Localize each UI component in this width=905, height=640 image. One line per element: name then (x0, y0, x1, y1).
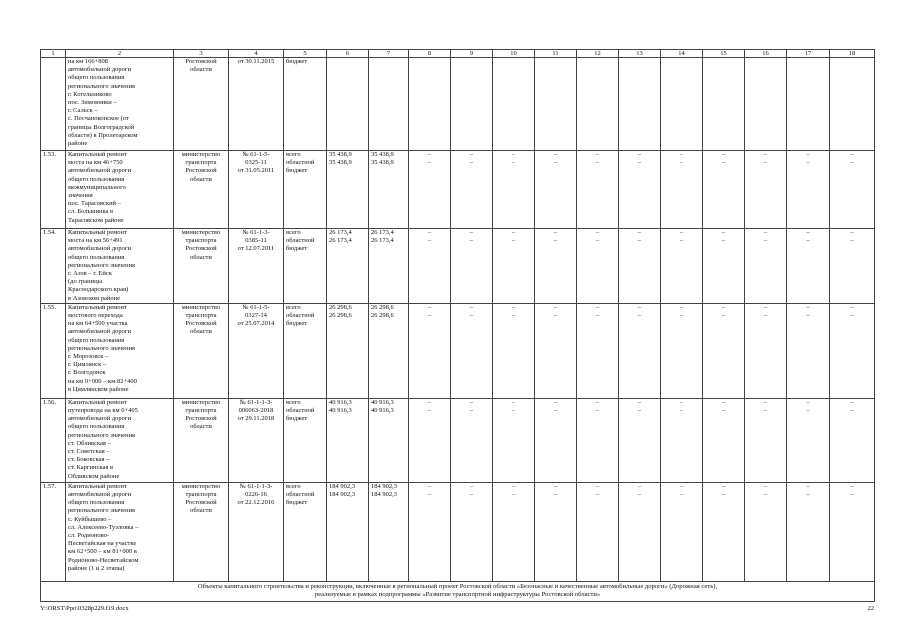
empty-dash: – (427, 159, 432, 167)
funding-source (284, 151, 327, 229)
empty-dash: – (469, 491, 474, 499)
year-amount (661, 482, 703, 581)
year-amount (535, 482, 577, 581)
empty-dash: – (850, 312, 854, 320)
amount-value: 40 916,3 (371, 407, 394, 415)
empty-dash: – (763, 237, 768, 245)
empty-dash: – (427, 312, 432, 320)
empty-dash: – (595, 237, 600, 245)
empty-dash: – (679, 491, 684, 499)
funding-source-line: областной бюджет (286, 159, 315, 175)
empty-dash: – (679, 398, 684, 406)
empty-dash: – (679, 312, 684, 320)
document-ref: № 61-1-5- 0327-14 от 25.07.2014 (229, 303, 284, 398)
file-path: Y:\ORST\Ppo\0328p229.f19.docx (40, 605, 129, 612)
amount-value: 184 902,3 (371, 482, 397, 490)
column-number: 12 (577, 50, 619, 58)
year-amount (745, 58, 787, 151)
amount-value: 184 902,3 (329, 491, 355, 499)
column-number: 15 (703, 50, 745, 58)
year-amount (493, 151, 535, 229)
empty-dash: – (679, 407, 684, 415)
amount-value: 26 173,4 (329, 237, 352, 245)
empty-dash: – (679, 159, 684, 167)
empty-dash: – (850, 151, 854, 158)
empty-dash: – (679, 303, 684, 311)
table-row (41, 151, 875, 229)
empty-dash: – (469, 237, 474, 245)
empty-dash: – (511, 312, 516, 320)
year-amount (619, 58, 661, 151)
empty-dash: – (721, 491, 726, 499)
year-amount (577, 58, 619, 151)
year-amount (451, 303, 493, 398)
document-ref: № 61-1-5- 0325-11 от 31.05.2011 (229, 151, 284, 229)
funding-source-line: бюджет (286, 58, 308, 65)
year-amount (830, 482, 875, 581)
year-amount (577, 482, 619, 581)
page-number: 22 (867, 605, 874, 612)
object-name: Капитальный ремонт мостового перехода на км 64+500 участка автомобильной дороги общего пользования регионального значения г. Морозовск – г. Цимлянск – г. Волгодонск на км 0+000 – км 82+400 в Цимлянском районе (66, 303, 174, 398)
row-number: 1.56. (41, 398, 66, 482)
empty-dash: – (637, 482, 642, 490)
year-amount (787, 303, 830, 398)
empty-dash: – (806, 159, 810, 167)
amount-value: 26 173,4 (329, 229, 352, 236)
empty-dash: – (763, 159, 768, 167)
year-amount (703, 303, 745, 398)
empty-dash: – (721, 398, 726, 406)
year-amount (787, 229, 830, 304)
amount-value: 35 438,9 (371, 151, 394, 158)
year-amount (745, 151, 787, 229)
column-number: 13 (619, 50, 661, 58)
empty-dash: – (553, 303, 558, 311)
empty-dash: – (763, 303, 768, 311)
year-amount (619, 151, 661, 229)
amount-value: 26 298,6 (329, 303, 352, 311)
amount-value: 184 902,3 (329, 482, 355, 490)
row-number: 1.57. (41, 482, 66, 581)
empty-dash: – (637, 491, 642, 499)
empty-dash: – (850, 229, 854, 236)
year-amount (493, 303, 535, 398)
funding-source-line: областной бюджет (286, 491, 315, 507)
section-note-row (41, 581, 875, 601)
empty-dash: – (679, 151, 684, 158)
empty-dash: – (721, 229, 726, 236)
empty-dash: – (806, 229, 810, 236)
year-amount (535, 398, 577, 482)
empty-dash: – (595, 151, 600, 158)
column-number: 9 (451, 50, 493, 58)
customer: Ростовской области (174, 58, 229, 151)
year-amount (619, 398, 661, 482)
empty-dash: – (595, 159, 600, 167)
table-row (41, 58, 875, 151)
year-amount (409, 398, 451, 482)
year-amount (661, 58, 703, 151)
column-number: 2 (66, 50, 174, 58)
empty-dash: – (427, 151, 432, 158)
empty-dash: – (469, 407, 474, 415)
empty-dash: – (806, 237, 810, 245)
empty-dash: – (806, 398, 810, 406)
empty-dash: – (469, 312, 474, 320)
empty-dash: – (721, 482, 726, 490)
year-amount (830, 303, 875, 398)
empty-dash: – (469, 151, 474, 158)
year-amount (830, 151, 875, 229)
year-amount (409, 229, 451, 304)
year-amount (535, 58, 577, 151)
empty-dash: – (427, 229, 432, 236)
empty-dash: – (469, 303, 474, 311)
empty-dash: – (763, 398, 768, 406)
year-amount (493, 229, 535, 304)
row-number: 1.54. (41, 229, 66, 304)
funding-source-line: всего (286, 398, 301, 406)
customer: министерство транспорта Ростовской области (174, 482, 229, 581)
empty-dash: – (637, 229, 642, 236)
year-amount (535, 229, 577, 304)
column-number: 14 (661, 50, 703, 58)
empty-dash: – (427, 407, 432, 415)
year-amount (409, 151, 451, 229)
empty-dash: – (763, 229, 768, 236)
year-amount (745, 229, 787, 304)
empty-dash: – (806, 407, 810, 415)
empty-dash: – (721, 237, 726, 245)
year-amount (787, 398, 830, 482)
empty-dash: – (595, 407, 600, 415)
column-number: 18 (830, 50, 875, 58)
empty-dash: – (427, 237, 432, 245)
empty-dash: – (595, 229, 600, 236)
customer: министерство транспорта Ростовской области (174, 398, 229, 482)
amount-2019 (369, 398, 409, 482)
year-amount (535, 303, 577, 398)
year-amount (493, 398, 535, 482)
funding-source-line: всего (286, 229, 301, 236)
empty-dash: – (850, 398, 854, 406)
table-row (41, 398, 875, 482)
year-amount (451, 151, 493, 229)
customer: министерство транспорта Ростовской области (174, 151, 229, 229)
amount-2019 (369, 58, 409, 151)
empty-dash: – (595, 303, 600, 311)
amount-value: 26 173,4 (371, 229, 394, 236)
empty-dash: – (679, 229, 684, 236)
year-amount (577, 398, 619, 482)
empty-dash: – (469, 159, 474, 167)
funding-source (284, 482, 327, 581)
year-amount (451, 58, 493, 151)
empty-dash: – (553, 407, 558, 415)
empty-dash: – (850, 159, 854, 167)
empty-dash: – (553, 312, 558, 320)
empty-dash: – (595, 491, 600, 499)
customer: министерство транспорта Ростовской области (174, 303, 229, 398)
empty-dash: – (806, 151, 810, 158)
year-amount (787, 151, 830, 229)
year-amount (830, 229, 875, 304)
object-name: Капитальный ремонт моста на км 46+750 автомобильной дороги общего пользования межмуниципального значения пос. Тарасовский – сл. Большинка в Тарасовском районе (66, 151, 174, 229)
empty-dash: – (427, 482, 432, 490)
empty-dash: – (806, 491, 810, 499)
empty-dash: – (511, 482, 516, 490)
funding-source (284, 58, 327, 151)
empty-dash: – (721, 159, 726, 167)
empty-dash: – (511, 303, 516, 311)
amount-2019 (369, 303, 409, 398)
document-ref: № 61-1-3- 0385-11 от 12.07.2011 (229, 229, 284, 304)
empty-dash: – (637, 303, 642, 311)
year-amount (409, 303, 451, 398)
empty-dash: – (595, 398, 600, 406)
year-amount (577, 303, 619, 398)
empty-dash: – (553, 229, 558, 236)
section-note-line: Объекты капитального строительства и реконструкции, включенные в региональный проект Ростовской области «Безопасные и качественные автомобильные дороги» (Дорожная сеть), (197, 582, 718, 590)
empty-dash: – (850, 237, 854, 245)
empty-dash: – (469, 229, 474, 236)
column-number: 10 (493, 50, 535, 58)
document-ref: № 61-1-1-3- 006063-2018 от 29.11.2018 (229, 398, 284, 482)
column-number: 6 (327, 50, 369, 58)
empty-dash: – (679, 237, 684, 245)
empty-dash: – (511, 491, 516, 499)
funding-source-line: всего (286, 303, 301, 311)
total-amount (327, 151, 369, 229)
year-amount (619, 482, 661, 581)
column-number: 16 (745, 50, 787, 58)
year-amount (787, 58, 830, 151)
year-amount (745, 398, 787, 482)
year-amount (451, 398, 493, 482)
empty-dash: – (511, 151, 516, 158)
year-amount (661, 303, 703, 398)
empty-dash: – (553, 151, 558, 158)
table-row (41, 303, 875, 398)
table-row (41, 482, 875, 581)
year-amount (787, 482, 830, 581)
year-amount (535, 151, 577, 229)
column-number: 17 (787, 50, 830, 58)
empty-dash: – (511, 159, 516, 167)
year-amount (619, 229, 661, 304)
amount-value: 26 173,4 (371, 237, 394, 245)
empty-dash: – (721, 312, 726, 320)
total-amount (327, 398, 369, 482)
empty-dash: – (637, 312, 642, 320)
empty-dash: – (427, 491, 432, 499)
amount-value: 184 902,3 (371, 491, 397, 499)
column-number: 7 (369, 50, 409, 58)
amount-value: 40 916,3 (371, 398, 394, 406)
year-amount (661, 151, 703, 229)
year-amount (493, 58, 535, 151)
empty-dash: – (511, 237, 516, 245)
empty-dash: – (806, 482, 810, 490)
empty-dash: – (721, 151, 726, 158)
year-amount (830, 58, 875, 151)
row-number (41, 58, 66, 151)
funding-source-line: областной бюджет (286, 237, 315, 253)
amount-value: 35 438,9 (371, 159, 394, 167)
empty-dash: – (850, 407, 854, 415)
empty-dash: – (595, 482, 600, 490)
empty-dash: – (637, 159, 642, 167)
year-amount (745, 482, 787, 581)
year-amount (703, 58, 745, 151)
column-number: 1 (41, 50, 66, 58)
column-number-row (41, 50, 875, 58)
column-number: 8 (409, 50, 451, 58)
amount-value: 26 298,6 (371, 303, 394, 311)
amount-2019 (369, 229, 409, 304)
empty-dash: – (553, 398, 558, 406)
empty-dash: – (850, 482, 854, 490)
amount-value: 40 916,3 (329, 398, 352, 406)
total-amount (327, 229, 369, 304)
total-amount (327, 303, 369, 398)
year-amount (493, 482, 535, 581)
empty-dash: – (553, 482, 558, 490)
total-amount (327, 58, 369, 151)
empty-dash: – (511, 398, 516, 406)
row-number: 1.55. (41, 303, 66, 398)
year-amount (661, 398, 703, 482)
empty-dash: – (637, 407, 642, 415)
empty-dash: – (721, 303, 726, 311)
empty-dash: – (806, 312, 810, 320)
year-amount (409, 58, 451, 151)
empty-dash: – (637, 398, 642, 406)
year-amount (703, 398, 745, 482)
year-amount (661, 229, 703, 304)
column-number: 4 (229, 50, 284, 58)
year-amount (577, 151, 619, 229)
document-ref: от 30.11.2015 (229, 58, 284, 151)
empty-dash: – (850, 491, 854, 499)
empty-dash: – (721, 407, 726, 415)
funding-source-line: областной бюджет (286, 312, 315, 328)
year-amount (703, 229, 745, 304)
section-note-line: реализуемые в рамках подпрограммы «Развитие транспортной инфраструктуры Ростовской области» (314, 591, 601, 599)
empty-dash: – (637, 151, 642, 158)
object-name: Капитальный ремонт моста на км 56+491 автомобильной дороги общего пользования регионального значения г. Азов – г. Ейск (до границы Краснодарского края) в Азовском районе (66, 229, 174, 304)
year-amount (619, 303, 661, 398)
amount-value: 40 916,3 (329, 407, 352, 415)
customer: министерство транспорта Ростовской области (174, 229, 229, 304)
year-amount (451, 482, 493, 581)
year-amount (577, 229, 619, 304)
empty-dash: – (553, 159, 558, 167)
empty-dash: – (553, 237, 558, 245)
empty-dash: – (679, 482, 684, 490)
empty-dash: – (595, 312, 600, 320)
section-note (41, 581, 875, 601)
empty-dash: – (427, 398, 432, 406)
empty-dash: – (763, 151, 768, 158)
empty-dash: – (469, 482, 474, 490)
funding-source (284, 303, 327, 398)
amount-value: 26 298,6 (329, 312, 352, 320)
year-amount (451, 229, 493, 304)
funding-source (284, 398, 327, 482)
object-name: Капитальный ремонт автомобильной дороги общего пользования регионального значения с. Куйбышево – сл. Алексеево-Тузловка – сл. Родионово- Несветайская на участке км 62+500 – км 81+000 в Родионово-Несветайском районе (1 и 2 этапы) (66, 482, 174, 581)
document-ref: № 61-1-1-3- 0226-16 от 22.12.2016 (229, 482, 284, 581)
empty-dash: – (806, 303, 810, 311)
amount-2019 (369, 151, 409, 229)
row-number: 1.53. (41, 151, 66, 229)
year-amount (703, 482, 745, 581)
empty-dash: – (637, 237, 642, 245)
table-body (41, 50, 875, 602)
empty-dash: – (763, 482, 768, 490)
amount-value: 35 438,9 (329, 151, 352, 158)
empty-dash: – (469, 398, 474, 406)
amount-2019 (369, 482, 409, 581)
total-amount (327, 482, 369, 581)
object-name: Капитальный ремонт путепровода на км 0+405 автомобильной дороги общего пользования регионального значения ст. Обливская – ст. Советская – ст. Боковская – ст. Каргинская в Обливском районе (66, 398, 174, 482)
funding-source (284, 229, 327, 304)
year-amount (409, 482, 451, 581)
funding-source-line: всего (286, 482, 301, 490)
column-number: 3 (174, 50, 229, 58)
column-number: 5 (284, 50, 327, 58)
table-row (41, 229, 875, 304)
year-amount (745, 303, 787, 398)
empty-dash: – (763, 312, 768, 320)
amount-value: 26 298,6 (371, 312, 394, 320)
column-number: 11 (535, 50, 577, 58)
funding-source-line: всего (286, 151, 301, 158)
empty-dash: – (763, 407, 768, 415)
object-name: на км 166+808 автомобильной дороги общего пользования регионального значения г. Котельниково пос. Зимовники – г. Сальск – с. Песчанокопское (от границы Волгоградской области) в Пролетарском районе (66, 58, 174, 151)
empty-dash: – (427, 303, 432, 311)
year-amount (703, 151, 745, 229)
empty-dash: – (553, 491, 558, 499)
empty-dash: – (763, 491, 768, 499)
funding-source-line: областной бюджет (286, 407, 315, 423)
year-amount (830, 398, 875, 482)
amount-value: 35 438,9 (329, 159, 352, 167)
program-table (40, 49, 875, 602)
empty-dash: – (511, 229, 516, 236)
empty-dash: – (850, 303, 854, 311)
empty-dash: – (511, 407, 516, 415)
